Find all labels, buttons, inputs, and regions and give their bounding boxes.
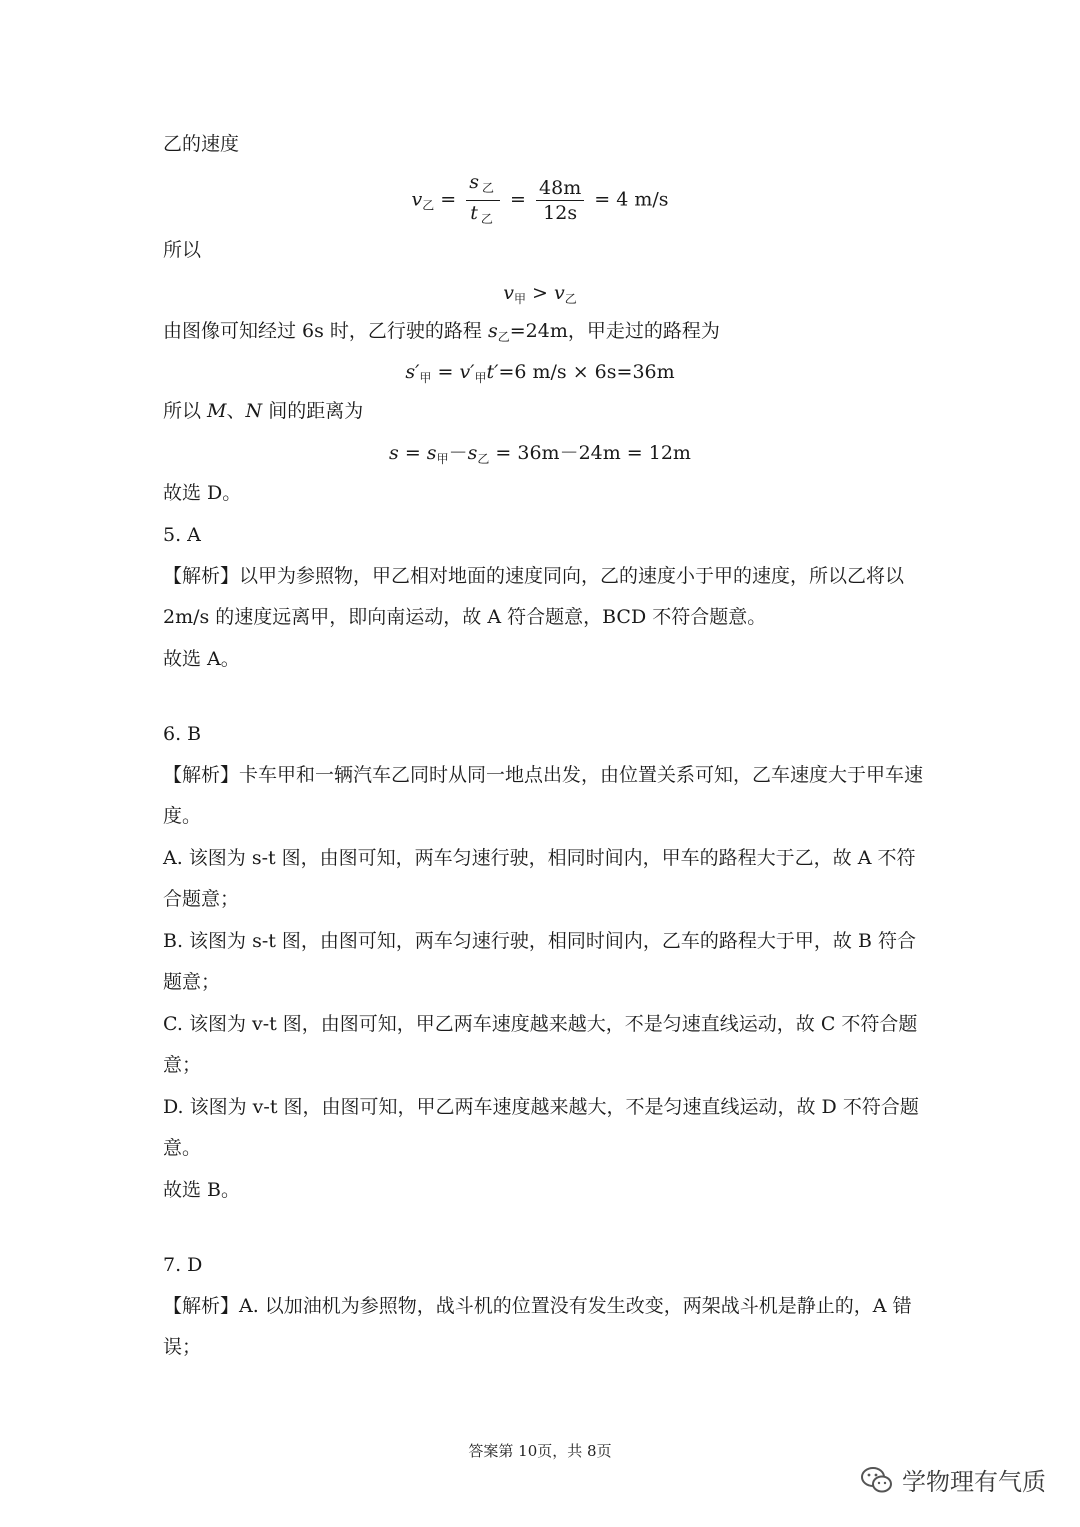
- text-line: B. 该图为 s-t 图，由图可知，两车匀速行驶，相同时间内，乙车的路程大于甲，故 B 符合: [163, 930, 916, 952]
- text-line: 所以 M、N 间的距离为: [163, 400, 364, 422]
- text-line: 意。: [163, 1137, 202, 1159]
- text-line: 所以: [163, 239, 202, 261]
- text-line: 由图像可知经过 6s 时，乙行驶的路程 $s_乙=24m$，甲走过的路程为: [163, 320, 720, 344]
- text-line: C. 该图为 v-t 图，由图可知，甲乙两车速度越来越大，不是匀速直线运动，故 C 不符合题: [163, 1013, 918, 1035]
- equation: $v_乙$ = $\frac{s _乙}{t _乙}$ = $\frac{48m}{12s}$ = 4 m/s: [0, 170, 1080, 226]
- text-line: 意；: [163, 1054, 202, 1076]
- text-line: 题意；: [163, 971, 221, 993]
- question-number: 6. B: [163, 723, 202, 745]
- wechat-icon: [860, 1465, 894, 1495]
- watermark: [860, 1462, 1046, 1497]
- equation: $s = s_甲-s_乙 = 36m-24m = 12m$: [389, 442, 691, 466]
- question-number: 5. A: [163, 524, 201, 546]
- text-line: 误；: [163, 1336, 202, 1358]
- watermark-text: 学物理有气质: [902, 1468, 1046, 1496]
- text-line: 合题意；: [163, 888, 240, 910]
- text-line: 度。: [163, 805, 202, 827]
- text-line: 【解析】卡车甲和一辆汽车乙同时从同一地点出发，由位置关系可知，乙车速度大于甲车速: [163, 764, 924, 786]
- text-line: 故选 B。: [163, 1179, 241, 1201]
- fraction: $\frac{48m}{12s}$: [536, 176, 584, 225]
- text-line: D. 该图为 v-t 图，由图可知，甲乙两车速度越来越大，不是匀速直线运动，故 D 不符合题: [163, 1096, 919, 1118]
- text-line: 【解析】以甲为参照物，甲乙相对地面的速度同向，乙的速度小于甲的速度，所以乙将以: [163, 565, 905, 587]
- page-footer: 答案第 10页，共 8页: [468, 1442, 612, 1460]
- text-line: 2m/s 的速度远离甲，即向南运动，故 A 符合题意，BCD 不符合题意。: [163, 606, 767, 628]
- text-line: 故选 A。: [163, 648, 240, 670]
- equation: $s'_甲 = v'_甲t'=6$ m/s × 6s=36m: [405, 361, 675, 385]
- text-line: 【解析】A. 以加油机为参照物，战斗机的位置没有发生改变，两架战斗机是静止的，A 错: [163, 1295, 912, 1317]
- fraction: $\frac{s _乙}{t _乙}$: [466, 170, 500, 231]
- text-line: A. 该图为 s-t 图，由图可知，两车匀速行驶，相同时间内，甲车的路程大于乙，故 A 不符: [163, 847, 916, 869]
- text-line: 故选 D。: [163, 482, 242, 504]
- equation: $v_甲 > v_乙$: [503, 282, 577, 306]
- text-line: 乙的速度: [163, 133, 240, 155]
- question-number: 7. D: [163, 1254, 203, 1276]
